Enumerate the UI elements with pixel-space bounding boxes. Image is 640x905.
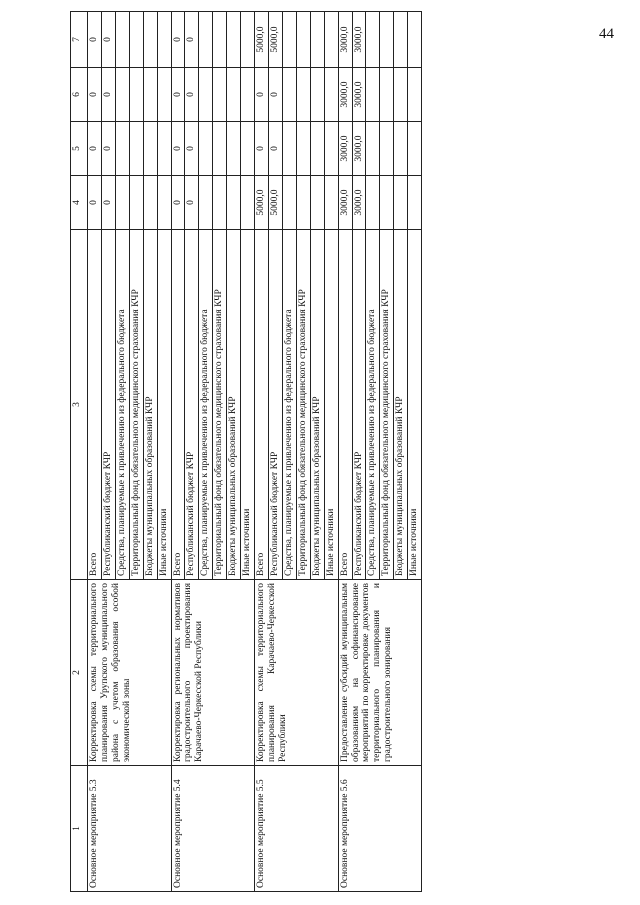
amount-cell: 0 — [101, 12, 115, 68]
amount-cell — [227, 122, 241, 176]
funding-source: Бюджеты муниципальных образований КЧР — [310, 230, 324, 580]
funding-source: Всего — [338, 230, 352, 580]
amount-cell: 5000,0 — [255, 176, 269, 230]
amount-cell — [143, 176, 157, 230]
measure-description: Корректировка региональных нормативов градостроительного проектирования Карачаево-Черкесской Республики — [171, 580, 255, 766]
measure-name: Основное мероприятие 5.6 — [338, 766, 422, 892]
column-number: 4 — [71, 176, 88, 230]
table-row — [88, 12, 102, 892]
amount-cell — [282, 122, 296, 176]
amount-cell — [324, 12, 338, 68]
measure-description: Предоставление субсидий муниципальным образованиям на софинансирование мероприятий по корректировке документов территориального планирования и градостроительного зонирования — [338, 580, 422, 766]
funding-source: Иные источники — [324, 230, 338, 580]
funding-source: Республиканский бюджет КЧР — [268, 230, 282, 580]
amount-cell — [366, 122, 380, 176]
measure-description: Корректировка схемы территориального планирования Урупского муниципального района с учетом образования особой экономической зоны — [88, 580, 172, 766]
amount-cell — [143, 68, 157, 122]
amount-cell: 0 — [185, 176, 199, 230]
amount-cell: 3000,0 — [338, 122, 352, 176]
table-row — [338, 12, 352, 892]
funding-source: Территориальный фонд обязательного медицинского страхования КЧР — [213, 230, 227, 580]
funding-source: Всего — [88, 230, 102, 580]
amount-cell — [213, 68, 227, 122]
funding-source: Иные источники — [157, 230, 171, 580]
amount-cell: 3000,0 — [338, 176, 352, 230]
amount-cell — [199, 68, 213, 122]
column-number: 3 — [71, 230, 88, 580]
funding-source: Иные источники — [241, 230, 255, 580]
amount-cell — [227, 12, 241, 68]
column-number: 7 — [71, 12, 88, 68]
amount-cell — [408, 68, 422, 122]
amount-cell: 0 — [101, 68, 115, 122]
amount-cell — [408, 122, 422, 176]
amount-cell — [296, 122, 310, 176]
amount-cell — [241, 12, 255, 68]
amount-cell — [380, 68, 394, 122]
page-number: 44 — [599, 26, 614, 42]
amount-cell — [129, 122, 143, 176]
amount-cell: 0 — [101, 122, 115, 176]
amount-cell: 3000,0 — [338, 12, 352, 68]
table-row — [255, 12, 269, 892]
amount-cell — [129, 12, 143, 68]
measure-name: Основное мероприятие 5.4 — [171, 766, 255, 892]
amount-cell — [213, 122, 227, 176]
amount-cell: 0 — [171, 122, 185, 176]
funding-source: Республиканский бюджет КЧР — [352, 230, 366, 580]
amount-cell: 3000,0 — [352, 122, 366, 176]
amount-cell — [366, 12, 380, 68]
measure-name: Основное мероприятие 5.3 — [88, 766, 172, 892]
amount-cell — [227, 68, 241, 122]
funding-source: Иные источники — [408, 230, 422, 580]
amount-cell: 0 — [268, 68, 282, 122]
amount-cell — [199, 12, 213, 68]
amount-cell: 0 — [255, 122, 269, 176]
amount-cell: 0 — [88, 176, 102, 230]
amount-cell: 3000,0 — [352, 12, 366, 68]
funding-source: Средства, планируемые к привлечению из федерального бюджета — [199, 230, 213, 580]
amount-cell — [213, 12, 227, 68]
column-number: 6 — [71, 68, 88, 122]
amount-cell — [157, 176, 171, 230]
amount-cell — [157, 68, 171, 122]
measure-description: Корректировка схемы территориального планирования Карачаево-Черкесской Республики — [255, 580, 339, 766]
funding-source: Республиканский бюджет КЧР — [185, 230, 199, 580]
amount-cell — [394, 12, 408, 68]
amount-cell: 0 — [255, 68, 269, 122]
amount-cell — [310, 68, 324, 122]
amount-cell — [408, 12, 422, 68]
funding-source: Средства, планируемые к привлечению из федерального бюджета — [366, 230, 380, 580]
funding-source: Бюджеты муниципальных образований КЧР — [394, 230, 408, 580]
amount-cell: 3000,0 — [338, 68, 352, 122]
amount-cell: 0 — [88, 68, 102, 122]
amount-cell — [380, 12, 394, 68]
amount-cell — [324, 176, 338, 230]
funding-source: Территориальный фонд обязательного медицинского страхования КЧР — [129, 230, 143, 580]
amount-cell — [282, 176, 296, 230]
table-row — [171, 12, 185, 892]
funding-source: Территориальный фонд обязательного медицинского страхования КЧР — [296, 230, 310, 580]
amount-cell: 5000,0 — [268, 12, 282, 68]
column-number-row — [71, 12, 88, 892]
amount-cell: 0 — [101, 176, 115, 230]
rotated-table-container — [70, 12, 602, 892]
funding-source: Бюджеты муниципальных образований КЧР — [227, 230, 241, 580]
amount-cell — [394, 176, 408, 230]
funding-table — [70, 11, 422, 892]
amount-cell: 3000,0 — [352, 176, 366, 230]
amount-cell — [143, 122, 157, 176]
funding-source: Республиканский бюджет КЧР — [101, 230, 115, 580]
amount-cell — [310, 176, 324, 230]
amount-cell — [296, 12, 310, 68]
funding-source: Всего — [171, 230, 185, 580]
amount-cell — [380, 122, 394, 176]
amount-cell — [282, 68, 296, 122]
amount-cell — [227, 176, 241, 230]
amount-cell: 0 — [185, 122, 199, 176]
amount-cell — [296, 176, 310, 230]
amount-cell — [394, 122, 408, 176]
amount-cell — [143, 12, 157, 68]
funding-source: Территориальный фонд обязательного медицинского страхования КЧР — [380, 230, 394, 580]
amount-cell — [199, 176, 213, 230]
column-number: 1 — [71, 766, 88, 892]
amount-cell — [282, 12, 296, 68]
amount-cell — [115, 122, 129, 176]
amount-cell — [241, 68, 255, 122]
amount-cell: 0 — [185, 68, 199, 122]
amount-cell: 5000,0 — [268, 176, 282, 230]
amount-cell: 0 — [171, 176, 185, 230]
amount-cell: 0 — [268, 122, 282, 176]
amount-cell — [408, 176, 422, 230]
amount-cell — [310, 122, 324, 176]
amount-cell — [324, 122, 338, 176]
amount-cell: 0 — [171, 68, 185, 122]
amount-cell — [241, 176, 255, 230]
amount-cell — [366, 68, 380, 122]
funding-source: Средства, планируемые к привлечению из федерального бюджета — [282, 230, 296, 580]
amount-cell: 0 — [88, 12, 102, 68]
amount-cell: 0 — [88, 122, 102, 176]
amount-cell — [241, 122, 255, 176]
funding-source: Всего — [255, 230, 269, 580]
amount-cell — [296, 68, 310, 122]
table-body — [88, 12, 422, 892]
amount-cell: 5000,0 — [255, 12, 269, 68]
amount-cell — [213, 176, 227, 230]
amount-cell — [394, 68, 408, 122]
amount-cell — [324, 68, 338, 122]
funding-source: Средства, планируемые к привлечению из федерального бюджета — [115, 230, 129, 580]
amount-cell — [129, 68, 143, 122]
amount-cell: 0 — [185, 12, 199, 68]
amount-cell — [366, 176, 380, 230]
column-number: 5 — [71, 122, 88, 176]
funding-source: Бюджеты муниципальных образований КЧР — [143, 230, 157, 580]
amount-cell — [115, 12, 129, 68]
amount-cell — [199, 122, 213, 176]
amount-cell — [115, 68, 129, 122]
amount-cell — [310, 12, 324, 68]
column-number: 2 — [71, 580, 88, 766]
amount-cell — [157, 122, 171, 176]
measure-name: Основное мероприятие 5.5 — [255, 766, 339, 892]
amount-cell — [380, 176, 394, 230]
amount-cell — [129, 176, 143, 230]
amount-cell — [157, 12, 171, 68]
amount-cell: 0 — [171, 12, 185, 68]
amount-cell — [115, 176, 129, 230]
amount-cell: 3000,0 — [352, 68, 366, 122]
